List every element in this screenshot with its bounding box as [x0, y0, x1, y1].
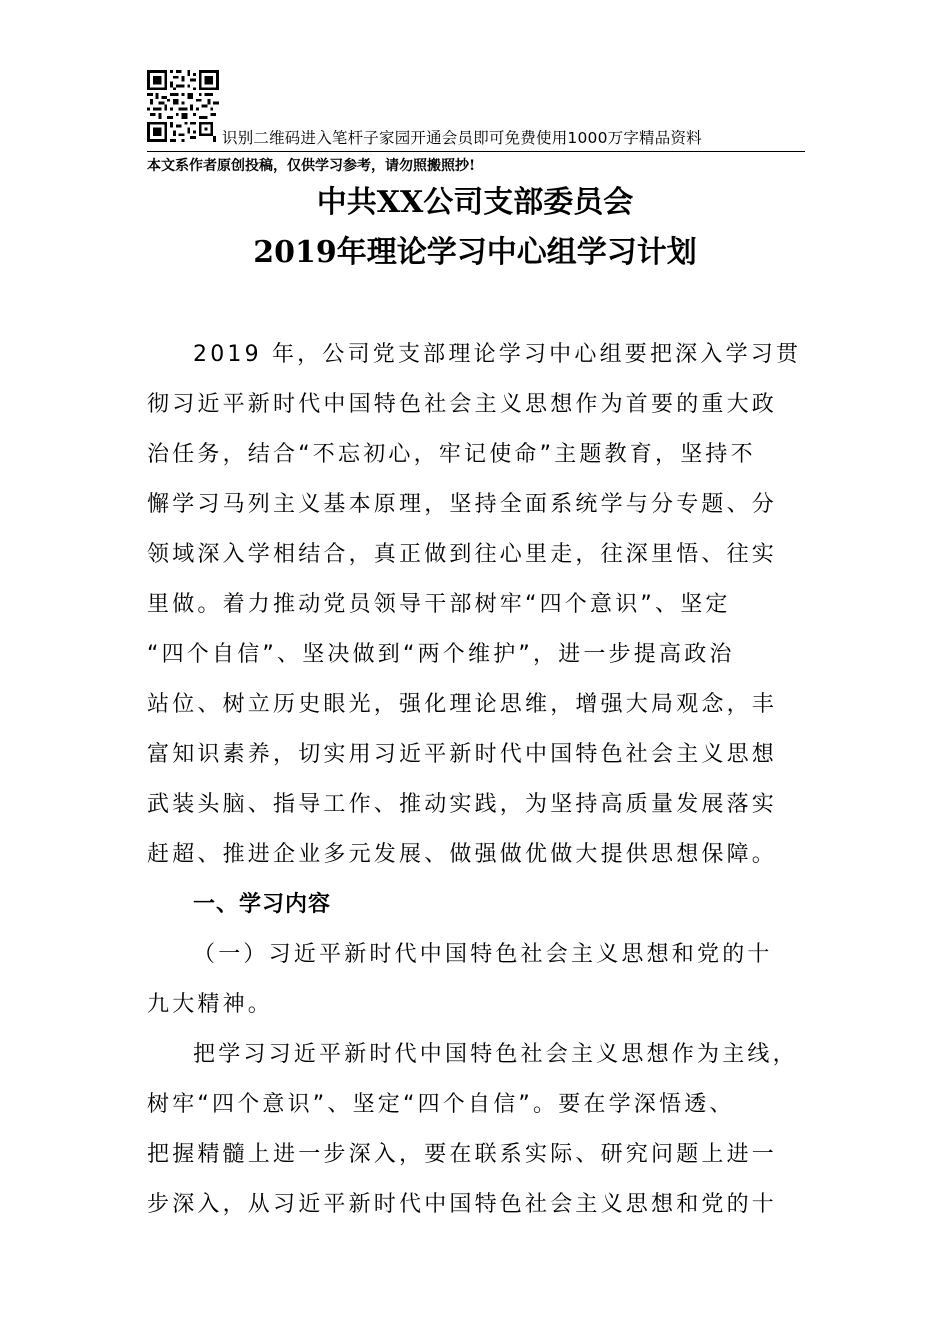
body-line: 领域深入学相结合，真正做到往心里走，往深里悟、往实	[147, 542, 778, 567]
copyright-notice: 本文系作者原创投稿，仅供学习参考，请勿照搬照抄!	[147, 158, 476, 174]
body-line: 步深入，从习近平新时代中国特色社会主义思想和党的十	[147, 1192, 778, 1217]
document-title-line-1: 中共XX公司支部委员会	[316, 185, 634, 220]
body-line: “四个自信”、坚决做到“两个维护”，进一步提高政治	[147, 642, 735, 667]
qr-code-icon	[147, 70, 219, 142]
body-line: 里做。着力推动党员领导干部树牢“四个意识”、坚定	[147, 592, 731, 617]
body-line: 把握精髓上进一步深入，要在联系实际、研究问题上进一	[147, 1142, 778, 1167]
subsection-heading: （一）习近平新时代中国特色社会主义思想和党的十	[193, 942, 773, 967]
body-line: 九大精神。	[147, 992, 274, 1017]
body-line: 懈学习马列主义基本原理，坚持全面系统学与分专题、分	[147, 492, 778, 517]
body-line: 赶超、推进企业多元发展、做强做优做大提供思想保障。	[147, 842, 778, 867]
header-banner-text: 识别二维码进入笔杆子家园开通会员即可免费使用1000万字精品资料	[222, 129, 702, 147]
body-line: 治任务，结合“不忘初心，牢记使命”主题教育，坚持不	[147, 442, 756, 467]
body-line: 树牢“四个意识”、坚定“四个自信”。要在学深悟透、	[147, 1092, 735, 1117]
body-line: 站位、树立历史眼光，强化理论思维，增强大局观念，丰	[147, 692, 778, 717]
header-divider	[147, 151, 805, 152]
section-heading: 一、学习内容	[193, 892, 332, 917]
document-title-line-2: 2019年理论学习中心组学习计划	[253, 235, 697, 270]
body-line: 彻习近平新时代中国特色社会主义思想作为首要的重大政	[147, 392, 778, 417]
document-body	[147, 330, 807, 1230]
body-line: 武装头脑、指导工作、推动实践，为坚持高质量发展落实	[147, 792, 778, 817]
body-line: 富知识素养，切实用习近平新时代中国特色社会主义思想	[147, 742, 778, 767]
body-line: 2019 年，公司党支部理论学习中心组要把深入学习贯	[193, 342, 802, 367]
body-line: 把学习习近平新时代中国特色社会主义思想作为主线，	[193, 1042, 798, 1067]
